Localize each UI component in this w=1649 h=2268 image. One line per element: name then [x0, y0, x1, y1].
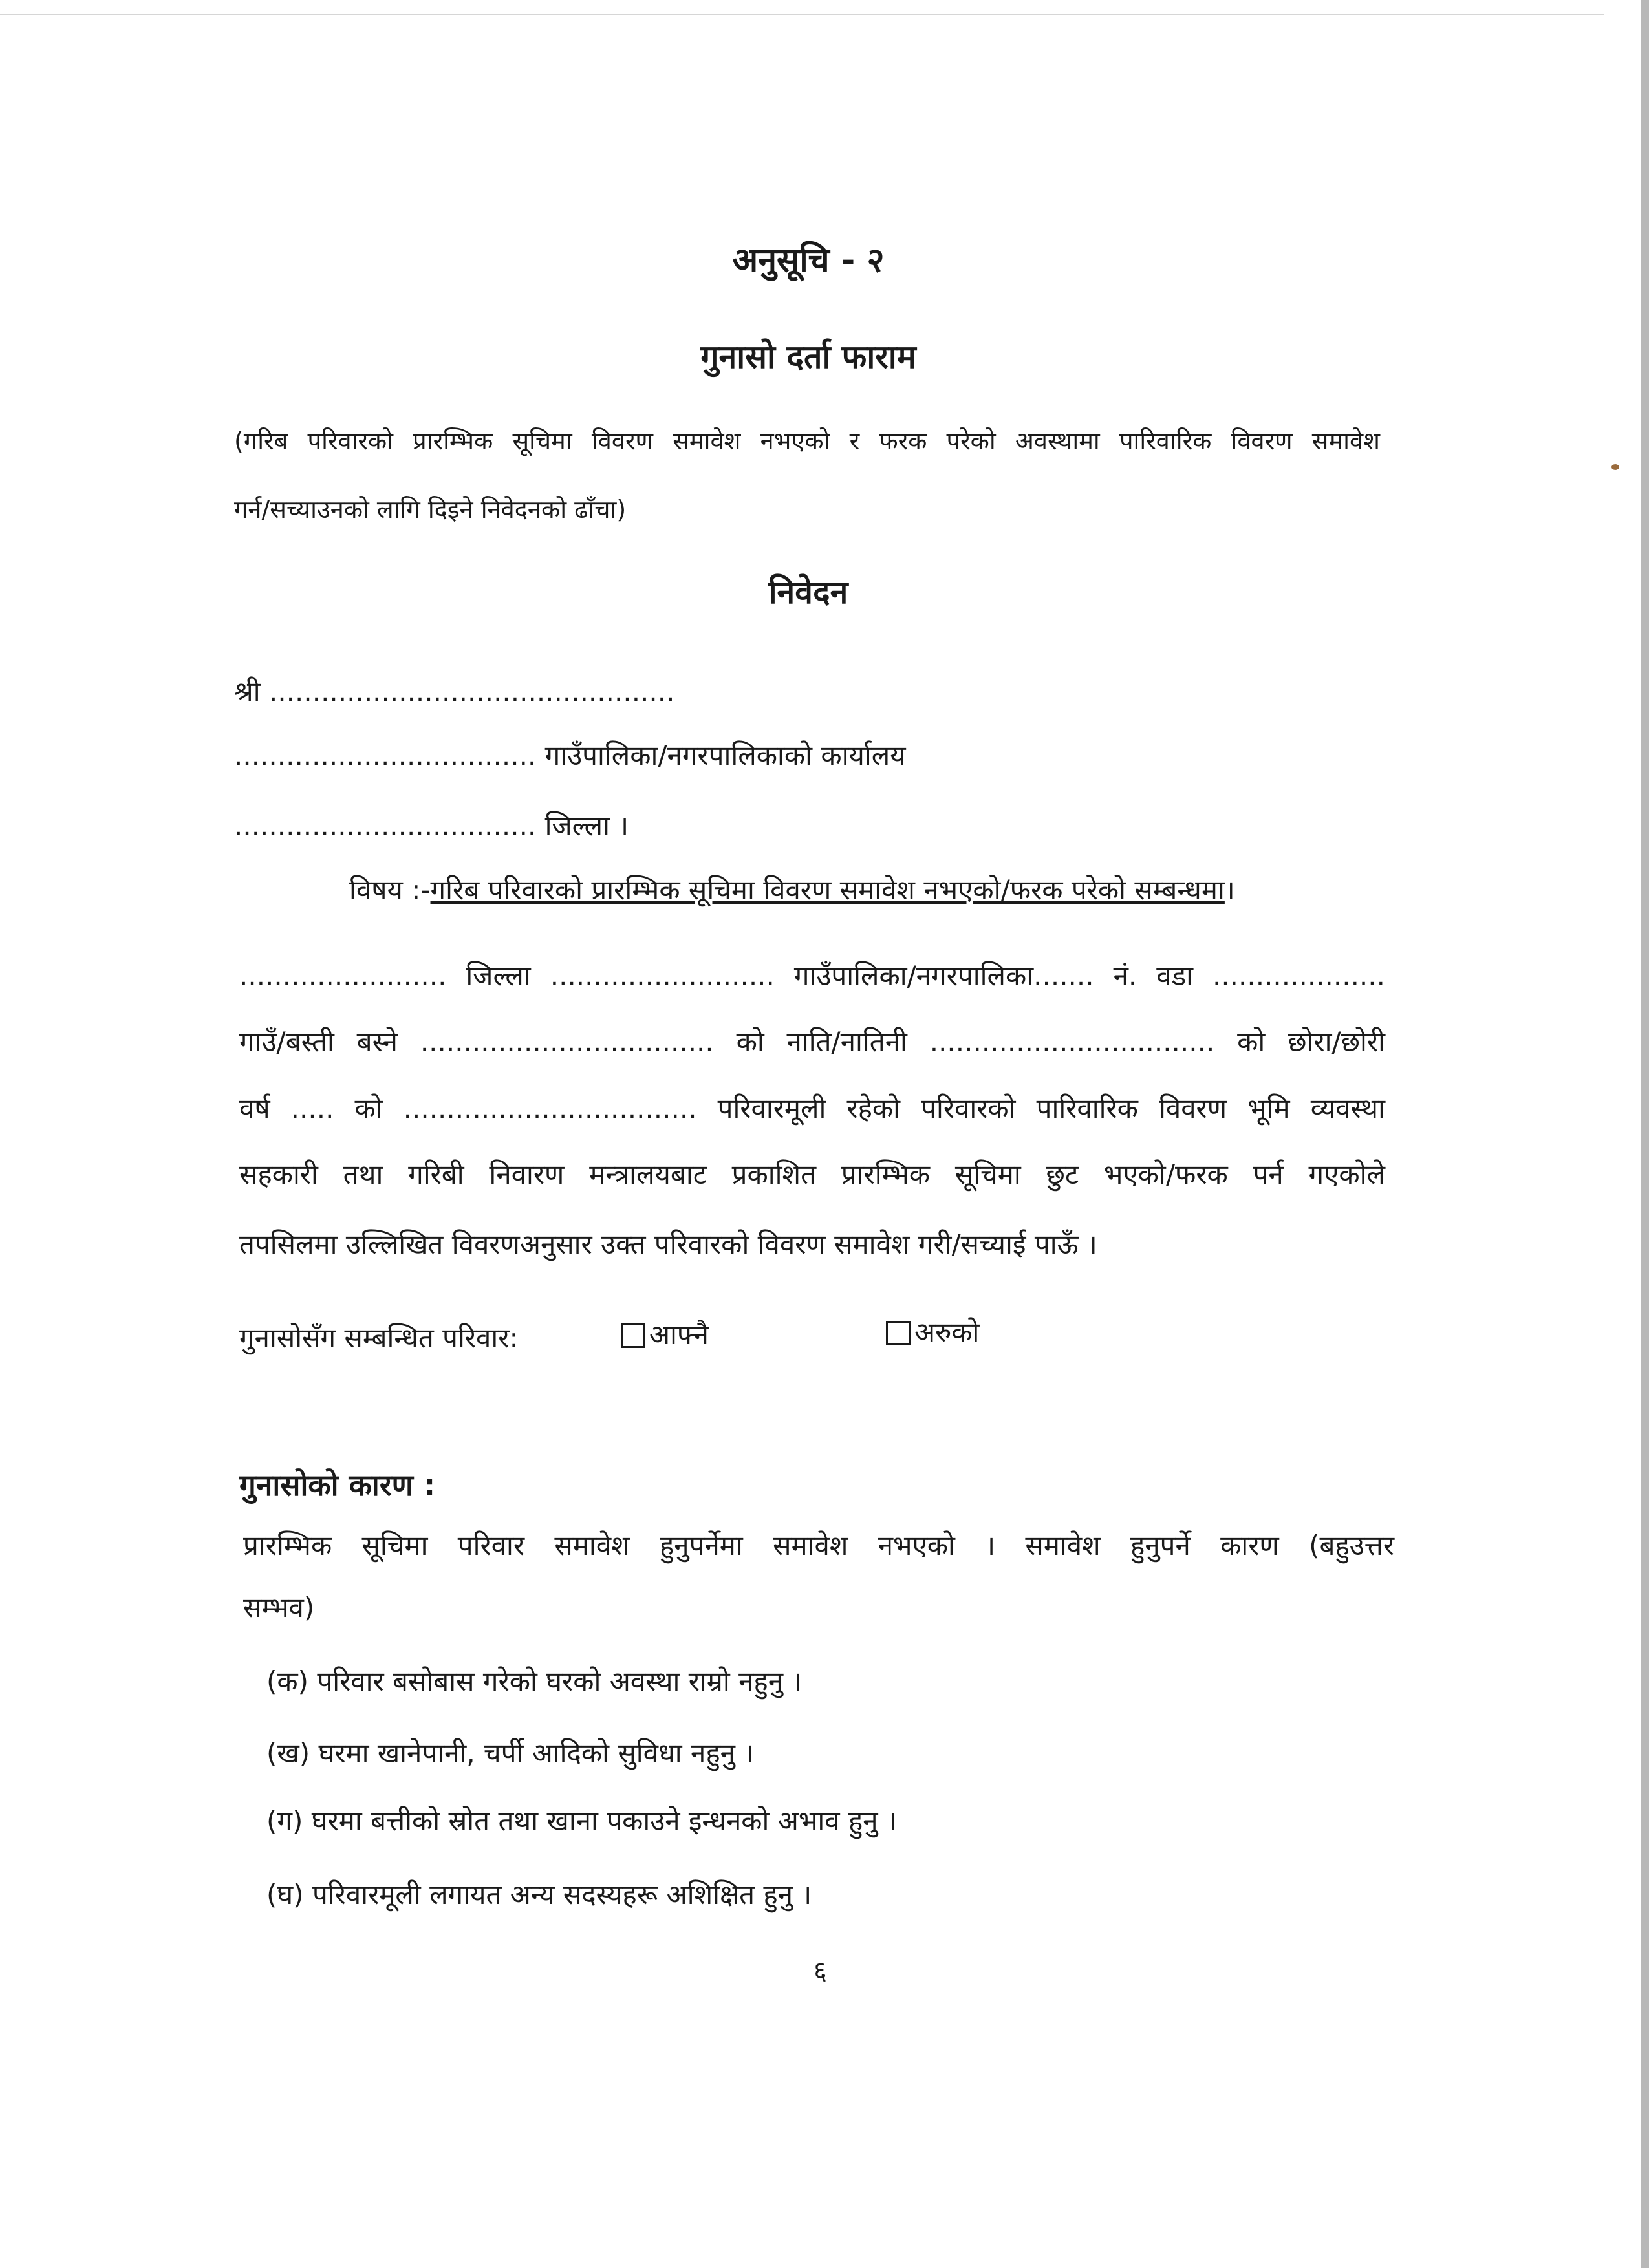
- body-line-2: गाउँ/बस्ती बस्ने .................................. को नाति/नातिनी ................................. को छोरा/छोरी: [239, 1026, 1385, 1058]
- own-label: आफ्नै: [649, 1319, 709, 1351]
- own-checkbox[interactable]: [621, 1323, 645, 1348]
- form-title: गुनासो दर्ता फाराम: [700, 338, 916, 376]
- subject-end: ।: [1224, 874, 1235, 906]
- body-line-1: ........................ जिल्ला .......................... गाउँपालिका/नगरपालिका....... नं. वडा ....................: [239, 960, 1385, 992]
- reason-item: (क) परिवार बसोबास गरेको घरको अवस्था राम्रो नहुनु ।: [266, 1665, 803, 1697]
- reason-item: (ग) घरमा बत्तीको स्रोत तथा खाना पकाउने इन्धनको अभाव हुनु ।: [266, 1805, 897, 1837]
- scan-speck: [1611, 464, 1619, 470]
- subject-label: विषय :-: [349, 874, 431, 906]
- reason-item: (घ) परिवारमूली लगायत अन्य सदस्यहरू अशिक्षित हुनु ।: [266, 1879, 812, 1910]
- subject-line: [349, 874, 1235, 906]
- body-line-5: तपसिलमा उल्लिखित विवरणअनुसार उक्त परिवारको विवरण समावेश गरी/सच्याई पाऊँ ।: [239, 1228, 1097, 1260]
- body-line-4: सहकारी तथा गरिबी निवारण मन्त्रालयबाट प्रकाशित प्रारम्भिक सूचिमा छुट भएको/फरक पर्न गएकोले: [239, 1159, 1385, 1190]
- body-line-3: वर्ष ..... को .................................. परिवारमूली रहेको परिवारको पारिवारिक विवरण भूमि व्यवस्था: [239, 1093, 1385, 1124]
- subject-text: गरिब परिवारको प्रारम्भिक सूचिमा विवरण समावेश नभएको/फरक परेको सम्बन्धमा: [430, 874, 1225, 906]
- addressee-shri: श्री ...............................................: [234, 676, 675, 707]
- reason-item: (ख) घरमा खानेपानी, चर्पी आदिको सुविधा नहुनु ।: [266, 1737, 755, 1769]
- related-family-label: गुनासोसँग सम्बन्धित परिवार:: [239, 1322, 519, 1354]
- other-label: अरुको: [914, 1316, 980, 1348]
- annex-label: अनुसूचि - २: [732, 241, 885, 280]
- scan-edge: [1641, 0, 1649, 2268]
- page-top-edge: [0, 14, 1604, 15]
- intro-line-2: गर्न/सच्याउनको लागि दिइने निवेदनको ढाँचा): [234, 495, 627, 524]
- reason-heading: गुनासोको कारण :: [239, 1468, 436, 1503]
- own-family-option[interactable]: [621, 1319, 709, 1351]
- other-checkbox[interactable]: [886, 1321, 911, 1345]
- reason-intro-line-1: प्रारम्भिक सूचिमा परिवार समावेश हुनुपर्नेमा समावेश नभएको । समावेश हुनुपर्ने कारण (बहुउत्तर: [243, 1530, 1394, 1561]
- application-heading: निवेदन: [768, 573, 848, 611]
- addressee-office: ................................... गाउँपालिका/नगरपालिकाको कार्यालय: [234, 740, 906, 771]
- page-number: ६: [814, 1956, 827, 1986]
- reason-intro-line-2: सम्भव): [243, 1592, 315, 1623]
- other-family-option[interactable]: [886, 1316, 979, 1349]
- intro-line-1: (गरिब परिवारको प्रारम्भिक सूचिमा विवरण समावेश नभएको र फरक परेको अवस्थामा पारिवारिक विवरण समावेश: [234, 427, 1380, 455]
- addressee-district: ................................... जिल्ला ।: [234, 810, 629, 842]
